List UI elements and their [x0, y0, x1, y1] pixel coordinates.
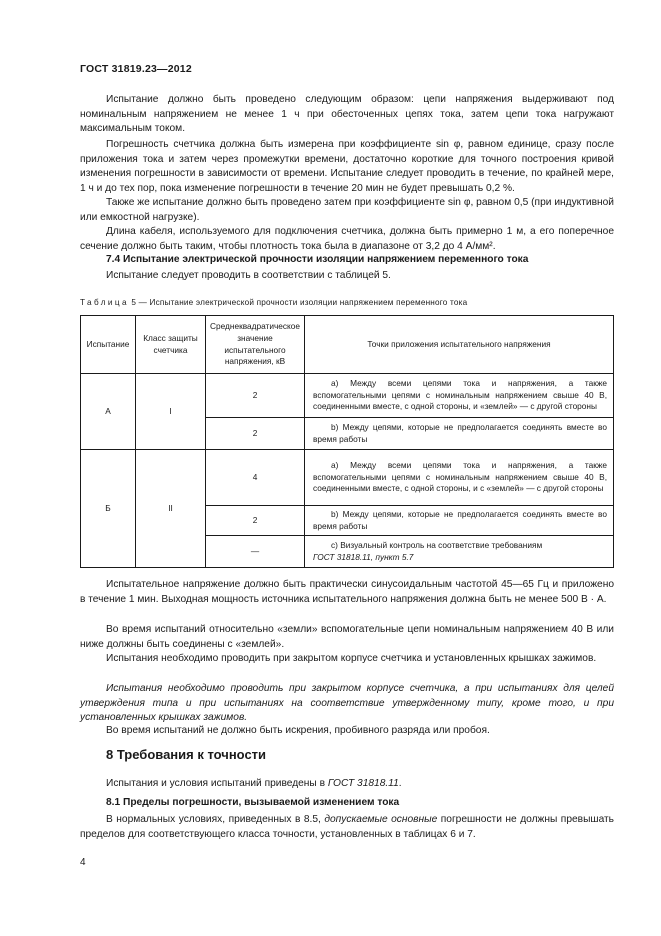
section-heading-7-4: 7.4 Испытание электрической прочности изоляции напряжением переменного тока [106, 254, 529, 265]
cell-points: с) Визуальный контроль на соответствие требованиям ГОСТ 31818.11, пункт 5.7 [305, 536, 614, 568]
table-row [81, 450, 614, 506]
paragraph-table-ref: Испытание следует проводить в соответствии с таблицей 5. [106, 270, 391, 281]
table-5 [80, 315, 614, 568]
cell-test-a: А [81, 374, 136, 450]
paragraph-ground: Во время испытаний относительно «земли» вспомогательные цепи номинальным напряжением 40 В или ниже должны быть соединены с «землей». [80, 624, 614, 650]
paragraph-test-voltage: Испытательное напряжение должно быть практически синусоидальным частотой 45—65 Гц и приложено в течение 1 мин. Выходная мощность источника испытательного напряжения должна быть не менее 500 В · А. [80, 579, 614, 605]
paragraph-sin-05: Также же испытание должно быть проведено затем при коэффициенте sin φ, равном 0,5 (при индуктивной или емкостной нагрузке). [80, 197, 614, 223]
page-number: 4 [80, 857, 86, 868]
paragraph-test-procedure: Испытание должно быть проведено следующим образом: цепи напряжения выдерживают под номинальным напряжением не менее 1 ч при обесточенных цепях тока, затем цепи тока нагружают максимальным током. [80, 94, 614, 135]
header-test: Испытание [81, 316, 136, 374]
cell-class-a: I [136, 374, 206, 450]
emphasis-basic-errors: допускаемые основные [324, 814, 438, 825]
paragraph-error-limits: В нормальных условиях, приведенных в 8.5, допускаемые основные погрешности не должны превышать пределов для соответствующего класса точности, установленных в таблицах 6 и 7. [80, 814, 614, 840]
paragraph-error-measurement: Погрешность счетчика должна быть измерена при коэффициенте sin φ, равном единице, сразу после приложения тока и затем через промежутки времени, достаточно короткие для точного построения кривой изменения погрешности в зависимости от времени. Испытание следует проводить в течение, по крайней мере, 1 ч и до тех пор, пока изменение погрешности в течение 20 мин не будет превышать 0,2 %. [80, 139, 614, 194]
table-caption [80, 298, 467, 307]
cell-voltage: — [206, 536, 305, 568]
cell-class-b: II [136, 450, 206, 568]
header-points: Точки приложения испытательного напряжения [305, 316, 614, 374]
table-header-row [81, 316, 614, 374]
paragraph-cable: Длина кабеля, используемого для подключения счетчика, должна быть примерно 1 м, а его поперечное сечение должно быть таким, чтобы плотность тока была в диапазоне от 3,2 до 4 А/мм². [80, 226, 614, 252]
document-header: ГОСТ 31819.23—2012 [80, 63, 192, 75]
header-voltage: Среднеквадратическое значение испытательного напряжения, кВ [206, 316, 305, 374]
paragraph-no-breakdown: Во время испытаний не должно быть искрения, пробивного разряда или пробоя. [106, 725, 490, 736]
table-row [81, 374, 614, 418]
cell-points: а) Между всеми цепями тока и напряжения, а также вспомогательными цепями с номинальным напряжением свыше 40 В, соединенными вместе, с одной стороны, и «землей» — с другой стороны [305, 374, 614, 418]
cell-voltage: 2 [206, 418, 305, 450]
standard-reference: ГОСТ 31818.11 [327, 778, 399, 789]
cell-points: b) Между цепями, которые не предполагается соединять вместе во время работы [305, 418, 614, 450]
header-class: Класс защиты счетчика [136, 316, 206, 374]
section-heading-8: 8 Требования к точности [106, 747, 267, 762]
section-heading-8-1: 8.1 Пределы погрешности, вызываемой изменением тока [106, 797, 400, 808]
table-caption-label: Таблица [80, 298, 129, 307]
cell-test-b: Б [81, 450, 136, 568]
cell-points-reference: ГОСТ 31818.11, пункт 5.7 [313, 551, 414, 562]
cell-voltage: 4 [206, 450, 305, 506]
cell-voltage: 2 [206, 374, 305, 418]
cell-points: а) Между всеми цепями тока и напряжения, а также вспомогательными цепями с номинальным напряжением свыше 40 В, соединенными вместе, с одной стороны, и с «землей» — с другой стороны [305, 450, 614, 506]
paragraph-test-conditions: Испытания и условия испытаний приведены в ГОСТ 31818.11. [106, 778, 402, 789]
paragraph-closed-case: Испытания необходимо проводить при закрытом корпусе счетчика и установленных крышках зажимов. [106, 653, 597, 664]
paragraph-type-approval: Испытания необходимо проводить при закрытом корпусе счетчика, а при испытаниях для целей утверждения типа и при испытаниях на соответствие утвержденному типу, кроме того, и при установленных крышках зажимов. [80, 683, 614, 724]
cell-voltage: 2 [206, 506, 305, 536]
table-caption-text: 5 — Испытание электрической прочности изоляции напряжением переменного тока [131, 298, 468, 307]
cell-points: b) Между цепями, которые не предполагается соединять вместе во время работы [305, 506, 614, 536]
